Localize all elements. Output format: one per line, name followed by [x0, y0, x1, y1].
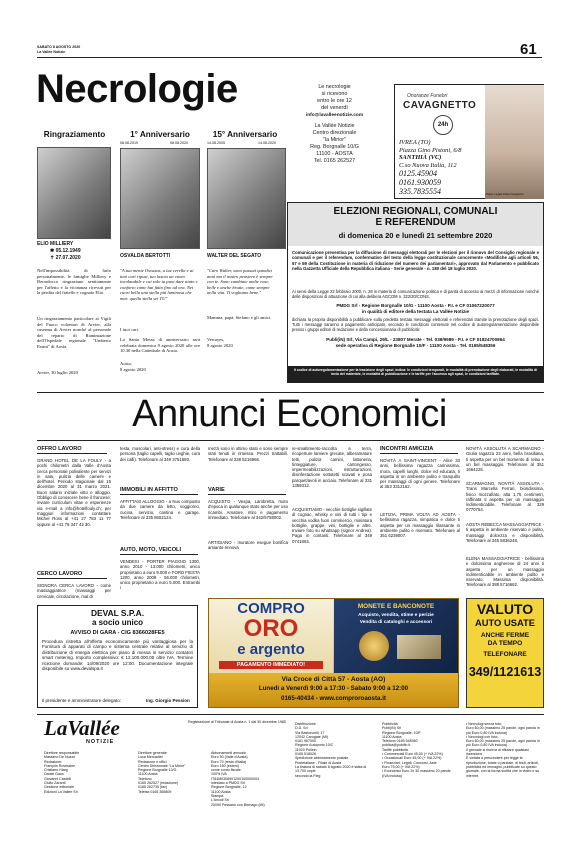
valuto-title-1: VALUTO: [476, 601, 534, 617]
auto-text: VENDESI - PORTER PIAGGIO 1300, anno 2010 - 13.000 chilometri, unico proprietario a euro 9.000 e FORD FIESTA 1200, anno 2009 - 56.000 chilometri, unico proprietario a euro 5.000. Entrambi i: [120, 559, 200, 591]
colophon-col-6: • Necrologi senza foto: Euro 60,00 (massimo 25 parole, ogni parola in più Euro 0,80 IVA inclusa) • Necrologi con foto: Euro 80,00 (massimo 25 parole, ogni parola in più Euro 0,80 IVA inclusa) Il giornale si riserva di rifiutare qualsiasi inserzione È vietata a prescindere per legge la riproduzione, totale o parziale, di testi, articoli, pubblicità ed immagini, pubblicate su questo giornale, con la forma scritta che in video e su internet.: [466, 722, 540, 778]
immobili-text: AFFITTASI ALLOGGIO - a Nus composto da due camere da letto, soggiorno, cucina, servizio, cantina e garage. Telefonare al 335 8652124.: [120, 499, 200, 520]
elezioni-body-2: Ai sensi della Legge 22 febbraio 2000, n. 28 in materia di comunicazione politica e di parità di accesso ai mezzi di informazione nonché delle disposizioni di attuazione di cui alla delibera AGCOM n. 322/20/CONS,: [292, 289, 539, 299]
osvalda-date-right: 08.08.2020: [170, 141, 188, 145]
elezioni-publi-2: sede operativa di Regione Borgnalle 10/F - 11100 Aosta - Tel. 0165/548356: [335, 343, 496, 348]
elio-photo: [37, 147, 111, 239]
colophon-col-3: Abbonamenti annuale Euro 50 (Valle d'Aosta) Euro 70 (resto d'Italia) Euro 150 (estero) come conto fiscale 100% IVA IT84M0306901200100000004 intestato a PMDG Srl Regione Borgnalle, 12 11100 Aosta Stampa L'Ancoll Srl 20090 Pessano con Bornago (MI): [211, 751, 265, 807]
colophon-logo-sub: NOTIZIE: [86, 739, 115, 745]
anniversario-15-heading: 15° Anniversario: [212, 130, 278, 139]
walter-date-left: 14.08.2005: [207, 141, 225, 145]
colophon-logo: LaVallée: [44, 716, 120, 740]
elezioni-pmdg: PMDG Srl - Regione Borgnalle 10/G - 11100 Aosta - P.I. e CF 01067220077: [336, 303, 495, 308]
annunci-rule-bottom: [37, 440, 544, 441]
portrait-photo: [485, 85, 544, 199]
walter-photo: [207, 148, 286, 249]
valuto-sub-1: ANCHE FERME: [480, 632, 530, 639]
walter-quote: "Caro Walter, sono passati quindici anni ma il nostro pensiero è sempre con te. Sono cambiate molte cose, belle e anche brutte, come sempre nella vita. Ti vogliamo bene.": [207, 268, 273, 296]
necrologie-title: Necrologie: [36, 67, 238, 111]
annunci-col6-text-3: AOSTA REBECCA MASSAGGIATRICE - ti aspetta in ambiente riservato e pulito, massaggi dolcezza e disponibilità. Telefonare al 345 5836248.: [466, 522, 544, 543]
colophon-col-4: Distribuzione D.D. Srl Via Bastoncelli, 17 12042 Carugate (MI) 0161 967000 Regione Autoporto 10/C 11020 Pollein 0165 518026 Spedizione abbonamento postale Postetaliane - Filiale di Aosta La tiratura di sabato 8 agosto 2020 è stata di 13.700 copie secondo la Fieg: [295, 722, 367, 778]
annunci-col4-text: re-smaltimento-raccolta a terra, ricoperture lamiere grecate, alberamature tetti, pulizia camini, lattoneria, tinteggiature, cartongesso, impermeabilizzazioni, ristrutturazioni, disinfestazione sottotetti scavati e posa parquet/avoli in acciaio. Telefonare al 331 1359312.: [292, 446, 372, 489]
info-office-5: 11100 - AOSTA: [316, 151, 353, 157]
elio-footer: Arvier, 30 luglio 2020: [37, 370, 78, 375]
colophon-col-2: Direttore generale Luca Mercadier Redazione e uffici Centro Direzionale "La Mirior" Regione Borgnalle 10/G 11100 Aosta Telefono 0165 262527 (redazione) 0165 262735 (fax) Telefax 0165 365809: [138, 751, 186, 794]
elezioni-body-3: dichiara la propria disponibilità a pubblicare sulla predetta testata messaggi elettorali e referendari tramite la prenotazione degli spazi. Tutti i messaggi saranno a pagamento anticipato, secondo le condizioni contenute nel codice di autoregolamentazione disponibile presso i gruppi editori di redazione e della concessionaria di pubblicità:: [292, 317, 539, 332]
offro-lavoro-text: GRAND HOTEL DE LA FOULY - a pochi chilometri dalla Valle d'Aosta cerca personale polivalente per servizi in sala, pulizia delle camere e dell'hotel. Periodo stagionale dal 15 dicembre 2020 al 31 marzo 2021. Buon salario iniziale vitto e alloggio. Obbligo di conoscere bene il francese; inviare curriculum vitae e esperienze via e-mail a info@hotelfouly.ch; per maggiori informazioni contattare Michel Ross al +41 27 783 11 77 oppure al +41 79 347 42 30.: [37, 458, 111, 527]
annunci-col6-text-4: ELENA MASSAGGIATRICE - bellissima e dolcissima angherese di 24 anni ti aspetta per un massaggio indimenticabile in ambiente pulito e riservato. Massima disponibilità. Telefonare al 388 5716662.: [466, 556, 544, 588]
immobili-heading: IMMOBILI IN AFFITTO: [120, 487, 198, 495]
varie-text: ACQUISTO - Vespa, Lambretta, moto d'epoca in qualunque stato anche per uso ricambi. Amatore, ritiro e pagamento immediato. Telefonare al 342/5758002.: [208, 499, 288, 520]
cerco-lavoro-heading: CERCO LAVORO: [37, 571, 107, 579]
oro-hours: Lunedì a Venerdì 9:00 a 17:30 - Sabato 9:00 a 12:00: [258, 685, 409, 692]
osvalda-date-left: 08.08.2019: [120, 141, 138, 145]
deval-avviso: AVVISO DI GARA - CIG 8366028FE5: [70, 630, 165, 636]
info-office-3: "la Mirior": [323, 137, 346, 143]
elio-text-2: Un ringraziamento particolare ai Vigili del Fuoco volontari di Arvier, alla caserma di Arvier nonché al personale del reparto di Rianimazione dell'Ospedale regionale "Umberto Parini" di Aosta.: [37, 316, 111, 349]
valuto-title-2: AUTO USATE: [474, 617, 536, 628]
city-1: IVREA (TO): [399, 139, 431, 146]
elezioni-title-2: E REFERENDUM: [375, 217, 456, 228]
varie-text-2: ARTIGIANO - muratore esegue bonifica amianto-rinnova: [208, 540, 288, 551]
phone-3: 335.7835554: [399, 187, 441, 196]
portrait-caption: Rappr. Legale Paola Cavagnetto: [486, 193, 524, 196]
page-number: 61: [520, 41, 537, 58]
elezioni-publi: Publi(iN) Srl, Via Campi, 29/L - 23807 Merate - Tel. 039/9989 - P.I. e CF 01824700864: [326, 337, 505, 342]
address-1: Piazza Gino Pistoni, 6/8: [399, 146, 462, 154]
info-line-2: si ricevono: [321, 91, 348, 97]
deval-sign-name: Ing. Giorgio Pession: [146, 698, 190, 703]
deval-sign-label: Il presidente e amministratore delegato:: [42, 698, 122, 703]
city-2: SANTHIÀ (VC): [399, 154, 442, 161]
argento-label: e argento: [237, 641, 305, 658]
valuto-tel-label: TELEFONARE: [483, 651, 527, 658]
incontri-text: NOVITÀ A SAINT-VINCENT - Alice 33 anni, bellissima ragazza carinissima, mora, capelli lunghi, dolce ed educata, ti aspetta in un ambiente pulito e tranquillo per massaggi di ogni genere. Telefonare al 353 3312162.: [380, 458, 460, 490]
colophon-registration: Registrazione al Tribunale di Aosta n. 1 dal 30 dicembre 1985: [188, 720, 286, 724]
compro-oro-ad: [208, 598, 459, 708]
info-office-1: La Vallée Notizie: [314, 123, 355, 129]
osvalda-quote: "A tua mente Osvaxas, a tue cerella e ai tuoi cari ripusi, tuo lascia un vuoto incolmabile e cui solo tu puoi dare aiuto e conforto come hai fatto fino ad ora. Nei cuori bella una stella più luminosa che mai: quella stella sei TU": [120, 268, 198, 301]
info-line-3: entro le ore 12: [317, 98, 352, 104]
varie-heading: VARIE: [208, 487, 286, 495]
paper-name: La Vallée Notizie: [37, 50, 66, 54]
oro-address: Via Croce di Città 57 - Aosta (AO): [281, 676, 386, 683]
elio-death: ✝ 27.07.2020: [50, 255, 81, 261]
annunci-col6-text-2: SCARMAGNO, NOVITÀ ASSOLUTA - Trans Marcella Ferrari, biondissima, fisico mozzafiato, alta 1,75 centimetri, raffinata ti aspetta per un massaggio indimenticabile. Telefonare al 329 0770754.: [466, 481, 544, 513]
elio-text-1: Nell'impossibilità di farlo personalmente, le famiglie Milliery e Berardocco ringraziano sentitamente per l'affetto e la vicinanza ricevuti per la perdita del fratello e cognato Elio.: [37, 268, 111, 296]
cavagnetto-contacts: [399, 139, 462, 196]
walter-footer: Verrayes, 8 agosto 2020: [207, 337, 233, 348]
info-office-6: Tel. 0165 262527: [313, 158, 356, 164]
elezioni-title-1: ELEZIONI REGIONALI, COMUNALI: [333, 206, 498, 217]
phone-1: 0125.45904: [399, 169, 437, 178]
info-line-4: del venerdì: [321, 105, 348, 111]
deval-title: DEVAL S.P.A.: [90, 608, 145, 618]
valuto-ad: [466, 598, 544, 708]
offro-lavoro-heading: OFFRO LAVORO: [37, 446, 107, 454]
info-office-2: Centro direzionale: [312, 130, 357, 136]
oro-label: ORO: [243, 615, 299, 642]
deval-subtitle: a socio unico: [91, 618, 144, 627]
info-line-1: Le necrologie: [318, 84, 351, 90]
info-office-4: Reg. Borgnalle 10/G: [310, 144, 359, 150]
osvalda-photo: [120, 148, 200, 249]
brand-top: Onoranze Funebri: [407, 93, 448, 99]
auto-heading: AUTO, MOTO, VEICOLI: [120, 547, 198, 555]
brand-name: CAVAGNETTO: [403, 100, 477, 111]
walter-date-right: 14.08.2020: [258, 141, 276, 145]
incontri-heading: INCONTRI AMICIZIA: [380, 446, 458, 454]
info-email[interactable]: info@lavalleenotizie.com: [305, 113, 364, 118]
cavagnetto-ad: [394, 84, 544, 199]
coin-image: [359, 631, 389, 661]
osvalda-mass: La Santa Messa di anniversario sarà celebrata domenica 9 agosto 2020 alle ore 10.30 nella Cattedrale di Aosta.: [120, 337, 200, 354]
header-rule: [37, 57, 542, 58]
valuto-sub-2: DA TEMPO: [487, 640, 523, 647]
annunci-col4-text-2: ACQUISTIAMO - vecchie bottiglie sigillate di cognac, whisky e vini di tutti i tipi e vecchia vodka fuori commercio, miniatura bottiglie, grappe, vini, bottiglie e altre. Inviare foto su whatsapp (signor Andrea). Paga in contanti. Telefonare al 349 0741864.: [292, 507, 372, 544]
elezioni-note: Il codice di autoregolamentazione per la trasizione degli spazi, indica: le condizioni temporali, le modalità di prenotazione degli elaborati, le modalità di invio del materiale, le modalità di pubblicazione e le tariffe per l'accesso agli spazi, le condizioni tariffate.: [293, 368, 538, 377]
elezioni-pmdg-2: in qualità di editore della testata La Vallée Notizie: [361, 309, 470, 314]
anniversario-1-heading: 1° Anniversario: [130, 130, 190, 139]
ringraziamento-heading: Ringraziamento: [43, 130, 106, 139]
walter-name: WALTER DEL SEGATO: [207, 253, 262, 259]
elio-birth: ✱ 05.12.1949: [50, 248, 81, 254]
elezioni-box: [287, 202, 544, 383]
osvalda-footer: Aosta, 8 agosto 2020: [120, 361, 146, 372]
annunci-col3-text: mezzi sono in ottimo stato e sono sempre stati tenuti in rimessa. Prezzi trattabili. Telefonare al 338 5216966.: [208, 446, 288, 462]
incontri-text-2: LETIZIA, PRIMA VOLTA AD AOSTA - bellissima ragazza, simpatica e dolce ti aspetta per un massaggio rilassante in ambiente pulito e riservato. Telefonare al 351 6239007.: [380, 512, 460, 539]
deval-body: Procedura ristretta all'offerta economicamente più vantaggiosa per la Fornitura di apparati di campo e sistema centrale relativi al servizio di distribuzione di energia elettrica per piano di messa in servizio contatori smart metering. Importo complessivo: € 12.100.000,00 oltre IVA. Termine ricezione domande: 14/09/2020 ore 12:00. Documentazione integrale disponibile su www.devalspa.it: [42, 639, 193, 672]
pagamento-label: PAGAMENTO IMMEDIATO!: [219, 661, 323, 669]
compro-label: COMPRO: [237, 600, 305, 617]
annunci-col2-text: testa, muscolari, anti-stress) e cura della persona (taglio capelli, taglio unghie, cura dei calli). Telefonare al 349 3751680.: [120, 446, 200, 462]
monete-title: MONETE E BANCONOTE: [357, 603, 435, 610]
phone-2: 0161.930059: [399, 178, 441, 187]
banknote-image: [397, 635, 441, 659]
cerco-lavoro-text: SIGNORA CERCA LAVORO - come massaggiatrice (massaggi per cervicale, circolazione, mal di: [37, 583, 111, 599]
necrologie-info-box: [283, 84, 386, 188]
colophon-rule: [37, 714, 544, 715]
valuto-phone[interactable]: 349/1121613: [468, 665, 542, 679]
colophon-col-5: Pubblicità Publi(iN) Srl Regione Borgnalle, 10/F 11100 Aosta Telefono 0165 548360 publica@publiin.it Tariffe pubblicità • Commerciali Euro 45,00 (+ IVA 22%) • Occasionali Euro 45,00 (+ IVA 22%) • Finanziari, Legali, Concorsi, Aste Euro 75,00 (+ IVA 22%) • Economici Euro 3x 30 massimo 20 parole (IVA inclusa): [382, 722, 451, 778]
address-2: C.so Nuova Italia, 112: [399, 161, 457, 169]
oro-contact[interactable]: 0165-40434 - www.comproroaosta.it: [281, 695, 386, 702]
monete-line-2: Vendita di cataloghi e accessori: [359, 620, 433, 625]
elio-name: ELIO MILLIERY: [37, 241, 74, 247]
deval-box: [37, 605, 198, 708]
colophon-col-1: Direttore responsabile Massimo De Nuzzo Redazione: François Roveraine Cristiano Hiarg Daniel Gaus Giovanni Castelli Giulio Zaranti Gestione editoriale Edizioni La Vallée Srl: [44, 751, 80, 794]
osvalda-family: I tuoi cari.: [120, 327, 140, 332]
elezioni-subtitle: di domenica 20 e lunedì 21 settembre 2020: [338, 231, 493, 240]
annunci-title: Annunci Economici: [132, 393, 447, 435]
annunci-col6-text: NOVITÀ ASSOLUTA A SCARMAGNO - Giulia ragazza 23 anni, bella brasiliana, ti aspetta per un bel momento di relax e un bel massaggio. Telefonare al 351 1664226.: [466, 446, 544, 473]
issue-date: SABATO 8 AGOSTO 2020: [37, 45, 81, 49]
walter-family: Mamma, papà, Stefano e gli amici.: [207, 315, 272, 320]
badge-24h: 24h: [433, 115, 453, 135]
osvalda-name: OSVALDA BERTOTTI: [120, 253, 171, 259]
elezioni-body-1: Comunicazione preventiva per la diffusione di messaggi elettorali per le elezioni per il rinnovo del Consiglio regionale e comunali e per il referendum, confermativo del testo della legge costituzionale concernente «Modifiche agli articoli 56, 57 e 59 della Costituzione in materia di riduzione del numero dei parlamentari», approvato dal Parlamento e pubblicato nella Gazzetta Ufficiale della Repubblica italiana - Serie generale - n. 180 del 18 luglio 2020.: [292, 250, 539, 272]
monete-line-1: Acquisto, vendita, stime e perizie: [358, 613, 434, 618]
